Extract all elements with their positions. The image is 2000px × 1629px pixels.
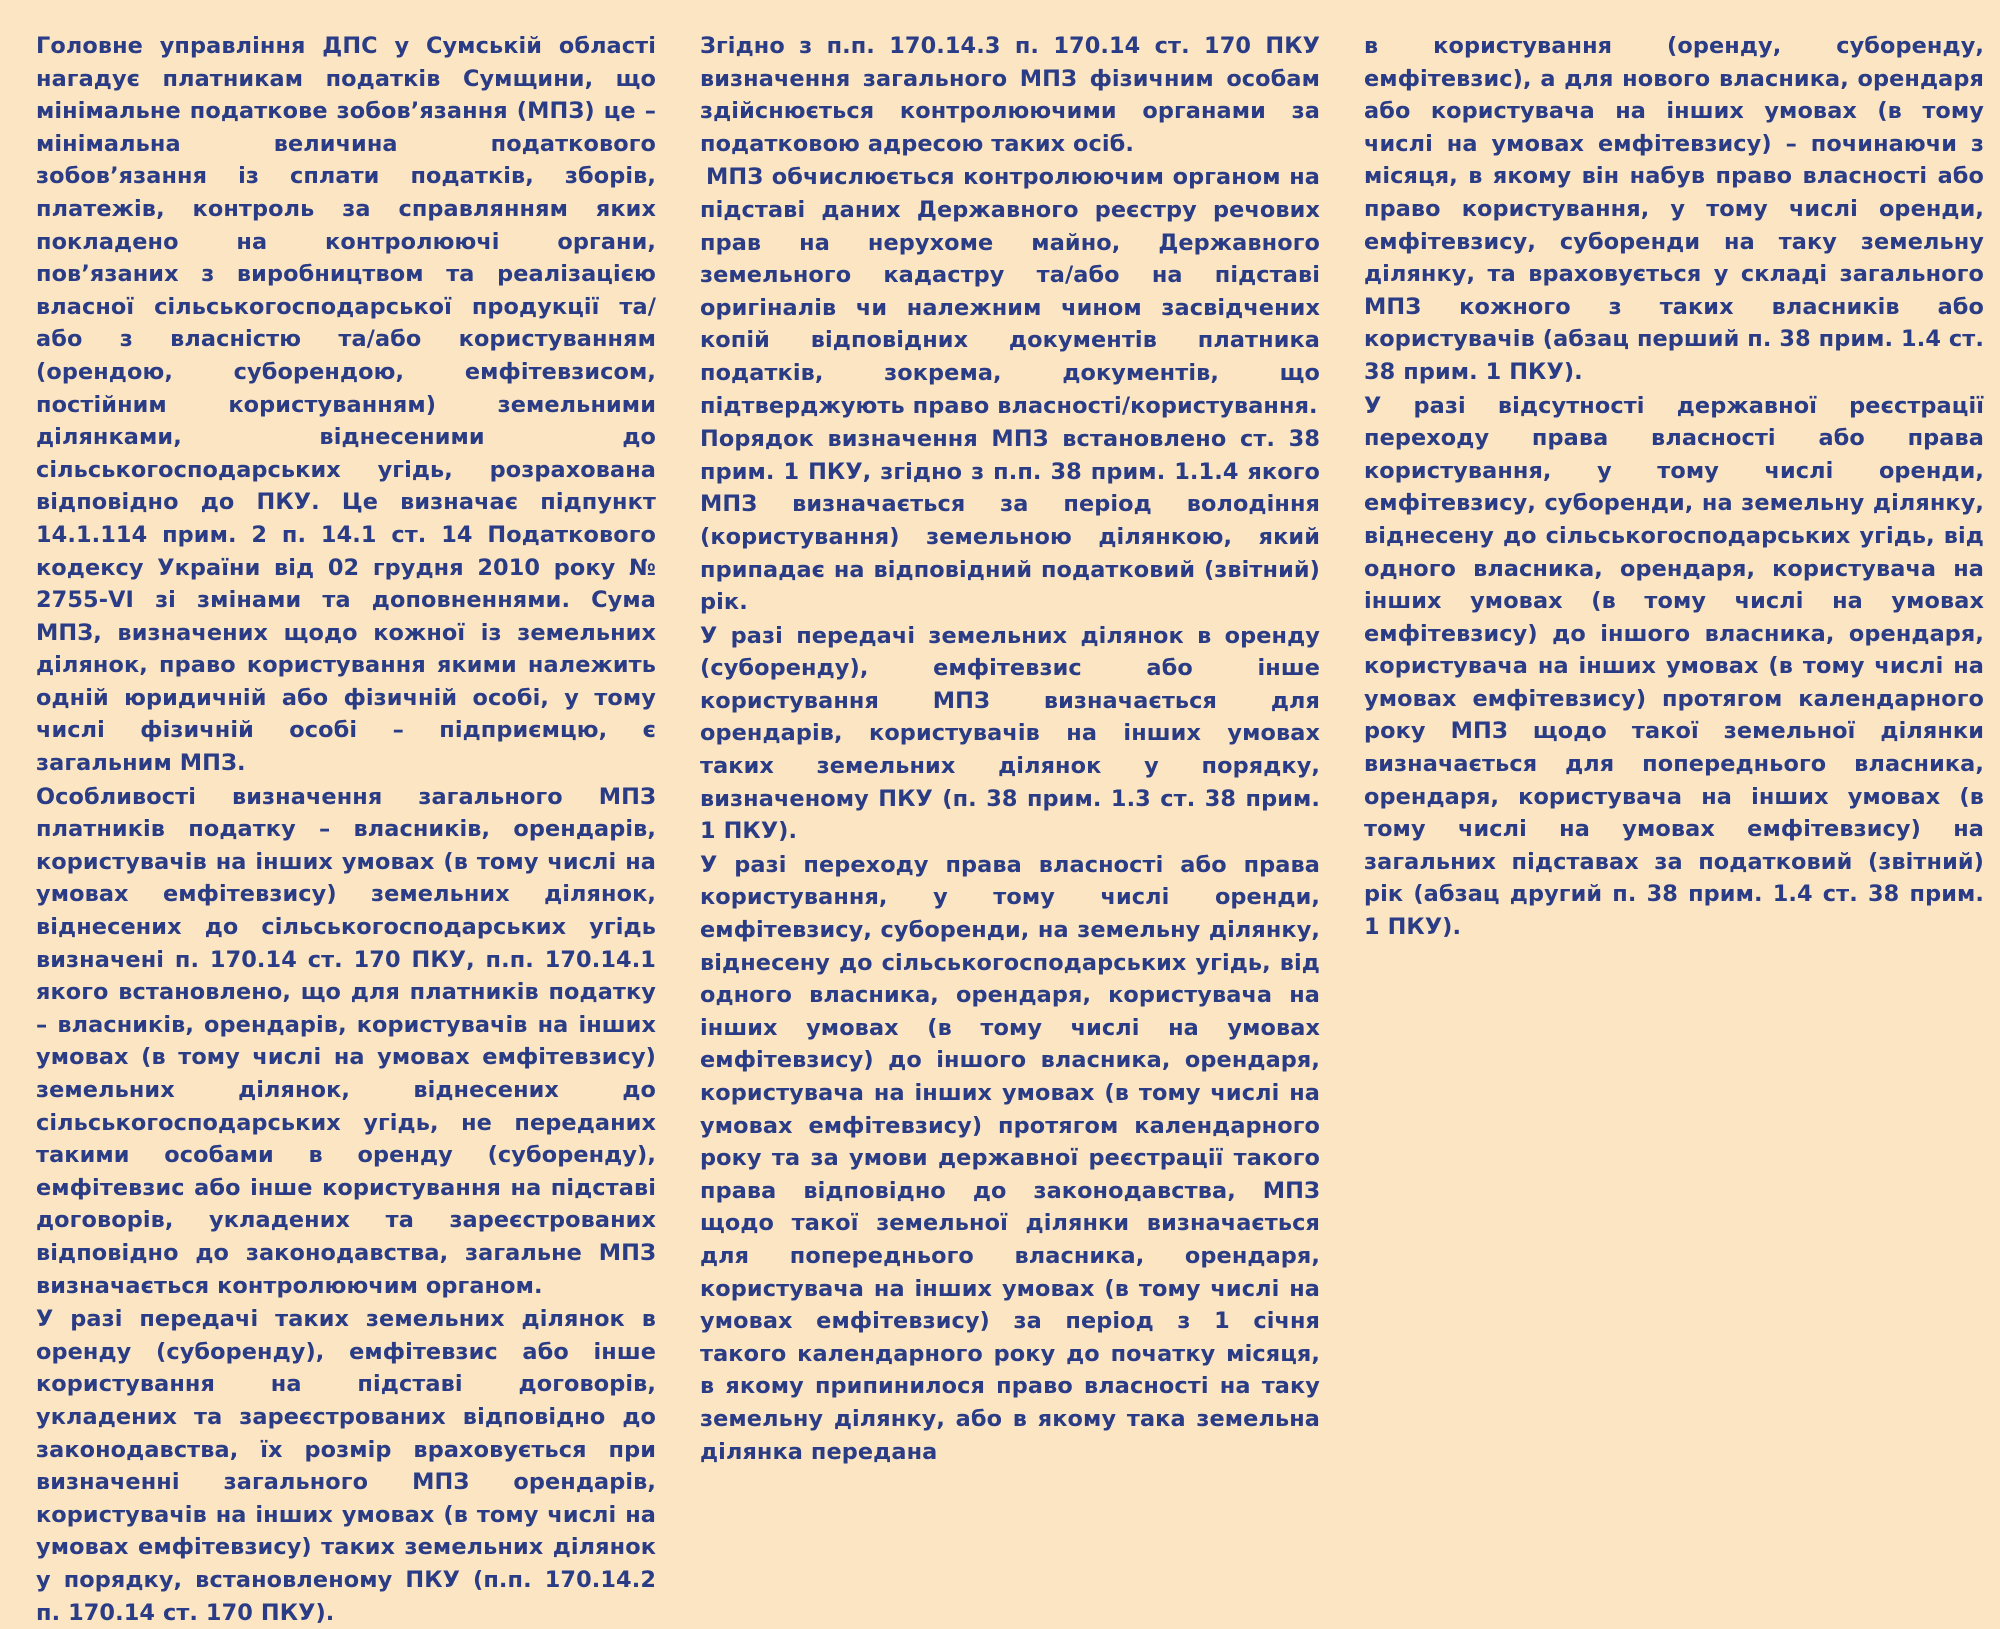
text-column-3	[1364, 30, 1984, 944]
paragraph: Згідно з п.п. 170.14.3 п. 170.14 ст. 170 ПКУ визначення загального МПЗ фізичним особам здійснюється контролюючими органами за податковою адресою таких осіб.	[700, 33, 1320, 157]
paragraph: У разі передачі таких земельних ділянок в оренду (суборенду), емфітевзис або інше користування на підставі договорів, укладених та зареєстрованих відповідно до законодавства, їх розмір враховується при визначенні загального МПЗ орендарів, користувачів на інших умовах (в тому числі на умовах емфітевзису) таких земельних ділянок у порядку, встановленому ПКУ (п.п. 170.14.2 п. 170.14 ст. 170 ПКУ).	[36, 1306, 656, 1626]
paragraph: МПЗ обчислюється контролюючим органом на підставі даних Державного реєстру речових прав на нерухоме майно, Державного земельного кадастру та/або на підставі оригіналів чи належним чином засвідчених копій відповідних документів платника податків, зокрема, документів, що підтверджують право власності/користування.	[700, 164, 1320, 419]
paragraph: У разі переходу права власності або права користування, у тому числі оренди, емфітевзису, суборенди, на земельну ділянку, віднесену до сільськогосподарських угідь, від одного власника, орендаря, користувача на інших умовах (в тому числі на умовах емфітевзису) до іншого власника, орендаря, користувача на інших умовах (в тому числі на умовах емфітевзису) протягом календарного року та за умови державної реєстрації такого права відповідно до законодавства, МПЗ щодо такої земельної ділянки визначається для попереднього власника, орендаря, користувача на інших умовах (в тому числі на умовах емфітевзису) за період з 1 січня такого календарного року до початку місяця, в якому припинилося право власності на таку земельну ділянку, або в якому така земельна ділянка передана	[700, 851, 1320, 1465]
paragraph: Порядок визначення МПЗ встановлено ст. 38 прим. 1 ПКУ, згідно з п.п. 38 прим. 1.1.4 якого МПЗ визначається за період володіння (користування) земельною ділянкою, який припадає на відповідний податковий (звітний) рік.	[700, 426, 1320, 616]
paragraph: Особливості визначення загального МПЗ платників податку – власників, орендарів, користувачів на інших умовах (в тому числі на умовах емфітевзису) земельних ділянок, віднесених до сільськогосподарських угідь визначені п. 170.14 ст. 170 ПКУ, п.п. 170.14.1 якого встановлено, що для платників податку – власників, орендарів, користувачів на інших умовах (в тому числі на умовах емфітевзису) земельних ділянок, віднесених до сільськогосподарських угідь, не переданих такими особами в оренду (суборенду), емфітевзис або інше користування на підставі договорів, укладених та зареєстрованих відповідно до законодавства, загальне МПЗ визначається контролюючим органом.	[36, 783, 656, 1299]
text-column-1	[36, 30, 656, 1629]
paragraph: У разі відсутності державної реєстрації переходу права власності або права користування, у тому числі оренди, емфітевзису, суборенди, на земельну ділянку, віднесену до сільськогосподарських угідь, від одного власника, орендаря, користувача на інших умовах (в тому числі на умовах емфітевзису) до іншого власника, орендаря, користувача на інших умовах (в тому числі на умовах емфітевзису) протягом календарного року МПЗ щодо такої земельної ділянки визначається для попереднього власника, орендаря, користувача на інших умовах (в тому числі на умовах емфітевзису) на загальних підставах за податковий (звітний) рік (абзац другий п. 38 прим. 1.4 ст. 38 прим. 1 ПКУ).	[1364, 392, 1984, 941]
paragraph: в користування (оренду, суборенду, емфітевзис), а для нового власника, орендаря або користувача на інших умовах (в тому числі на умовах емфітевзису) – починаючи з місяця, в якому він набув право власності або право користування, у тому числі оренди, емфітевзису, суборенди на таку земельну ділянку, та враховується у складі загального МПЗ кожного з таких власників або користувачів (абзац перший п. 38 прим. 1.4 ст. 38 прим. 1 ПКУ).	[1364, 33, 1984, 385]
text-column-2	[700, 30, 1320, 1468]
paragraph: У разі передачі земельних ділянок в оренду (суборенду), емфітевзис або інше користування МПЗ визначається для орендарів, користувачів на інших умовах таких земельних ділянок у порядку, визначеному ПКУ (п. 38 прим. 1.3 ст. 38 прим. 1 ПКУ).	[700, 622, 1320, 845]
paragraph: Головне управління ДПС у Сумській області нагадує платникам податків Сумщини, що мінімальне податкове зобов’язання (МПЗ) це – мінімальна величина податкового зобов’язання із сплати податків, зборів, платежів, контроль за справлянням яких покладено на контролюючі органи, пов’язаних з виробництвом та реалізацією власної сільськогосподарської продукції та/або з власністю та/або користуванням (орендою, суборендою, емфітевзисом, постійним користуванням) земельними ділянками, віднесеними до сільськогосподарських угідь, розрахована відповідно до ПКУ. Це визначає підпункт 14.1.114 прим. 2 п. 14.1 ст. 14 Податкового кодексу України від 02 грудня 2010 року № 2755-VI зі змінами та доповненнями. Сума МПЗ, визначених щодо кожної із земельних ділянок, право користування якими належить одній юридичній або фізичній особі, у тому числі фізичній особі – підприємцю, є загальним МПЗ.	[36, 33, 656, 777]
